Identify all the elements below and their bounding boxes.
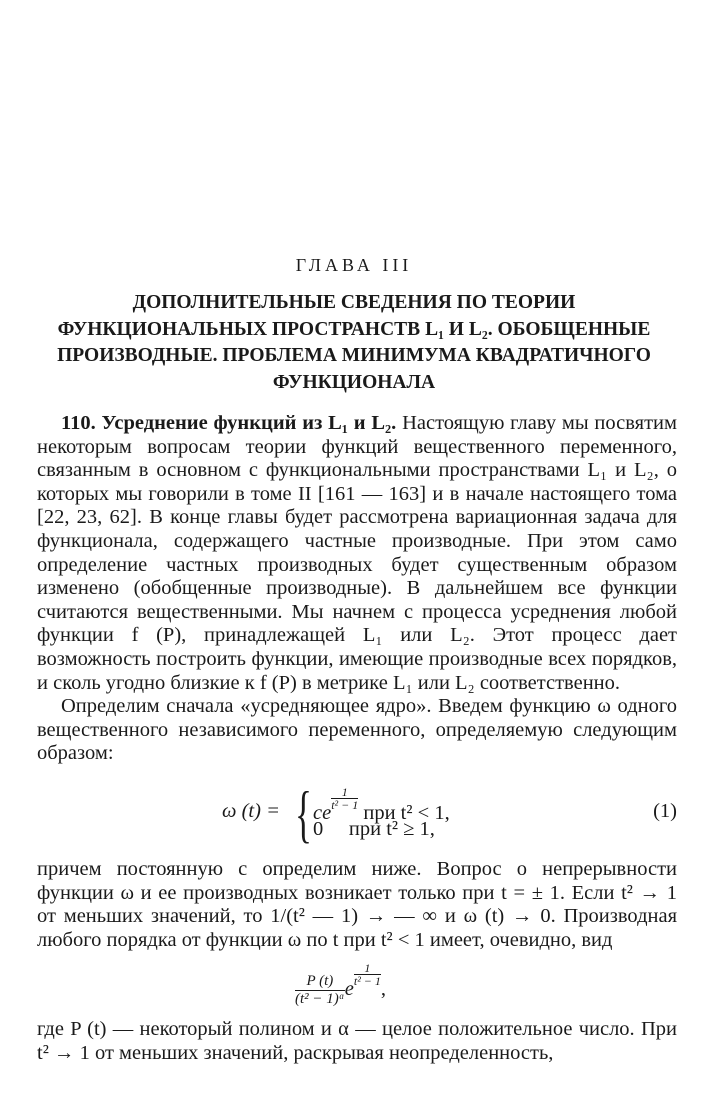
paragraph-3: причем постоянную c определим ниже. Вопрос о непрерывности функции ω и ее производных возникает только при t = ± 1. Если t² → 1 от меньших значений, то 1/(t² — 1) → — ∞ и ω (t) → 0. Производная любого порядка от функции ω по t при t² < 1 имеет, очевидно, вид — [37, 857, 677, 951]
formula-2-den: (t² − 1)ᵅ — [295, 991, 345, 1008]
formula-2 — [37, 956, 677, 1018]
formula-1-case-2-cond: при t² ≥ 1, — [348, 817, 435, 840]
formula-1-case-2-main: 0 — [313, 817, 324, 840]
formula-1-case-2 — [313, 818, 435, 842]
title-line: ПРОИЗВОДНЫЕ. ПРОБЛЕМА МИНИМУМА КВАДРАТИЧНОГО — [57, 345, 651, 366]
title-line: ДОПОЛНИТЕЛЬНЫЕ СВЕДЕНИЯ ПО ТЕОРИИ — [132, 292, 576, 313]
formula-2-fraction — [295, 973, 345, 1008]
formula-1-case-1-main: ce — [313, 801, 332, 824]
paragraph-2: Определим сначала «усредняющее ядро». Введем функцию ω одного вещественного независимого переменного, определяемую следующим образом: — [37, 695, 677, 765]
formula-2-tail: , — [380, 978, 387, 1001]
paragraph-1-text: Настоящую главу мы посвятим некоторым вопросам теории функций вещественного переменного, связанным в основном с функциональными пространствами L₁ и L₂, о которых мы говорили в томе II [161 — 163] и в начале настоящего тома [22, 23, 62]. В конце главы будет рассмотрена вариационная задача для функционала, содержащего частные производные. При этом само определение частных производных будет существенным образом изменено (обобщенные производные). В дальнейшем все функции считаются вещественными. Мы начнем с процесса усреднения любой функции f (P), принадлежащей L₁ или L₂. Этот процесс дает возможность построить функции, имеющие производные всех порядков, и сколь угодно близкие к f (P) в метрике L₁ или L₂ соответственно. — [37, 412, 678, 694]
formula-1-case-1-cond: при t² < 1, — [363, 801, 450, 824]
formula-1-exp-num: 1 — [331, 786, 358, 799]
formula-2-exp-num: 1 — [354, 962, 381, 975]
body-text — [37, 412, 677, 1065]
formula-1-lhs: ω (t) = — [222, 799, 280, 822]
section-heading: 110. Усреднение функций из L₁ и L₂. — [61, 412, 397, 434]
paragraph-1 — [37, 412, 677, 695]
title-line: ФУНКЦИОНАЛА — [272, 371, 436, 393]
formula-2-e: e — [344, 978, 354, 1001]
formula-2-num: P (t) — [295, 973, 345, 991]
formula-2-expression — [295, 962, 386, 1008]
formula-1-exp-den: t² − 1 — [331, 797, 359, 812]
formula-1-brace: { — [295, 777, 312, 849]
formula-2-exponent — [354, 962, 381, 987]
formula-1 — [37, 770, 677, 858]
formula-2-exp-den: t² − 1 — [353, 974, 381, 989]
formula-1-number: (1) — [653, 799, 677, 822]
paragraph-4: где P (t) — некоторый полином и α — целое положительное число. При t² → 1 от меньших значений, раскрывая неопределенность, — [37, 1018, 677, 1064]
title-line: ФУНКЦИОНАЛЬНЫХ ПРОСТРАНСТВ L₁ И L₂. ОБОБЩЕННЫЕ — [57, 318, 651, 340]
chapter-label: ГЛАВА III — [295, 255, 413, 275]
chapter-title — [40, 290, 668, 396]
formula-1-exponent — [331, 786, 358, 811]
